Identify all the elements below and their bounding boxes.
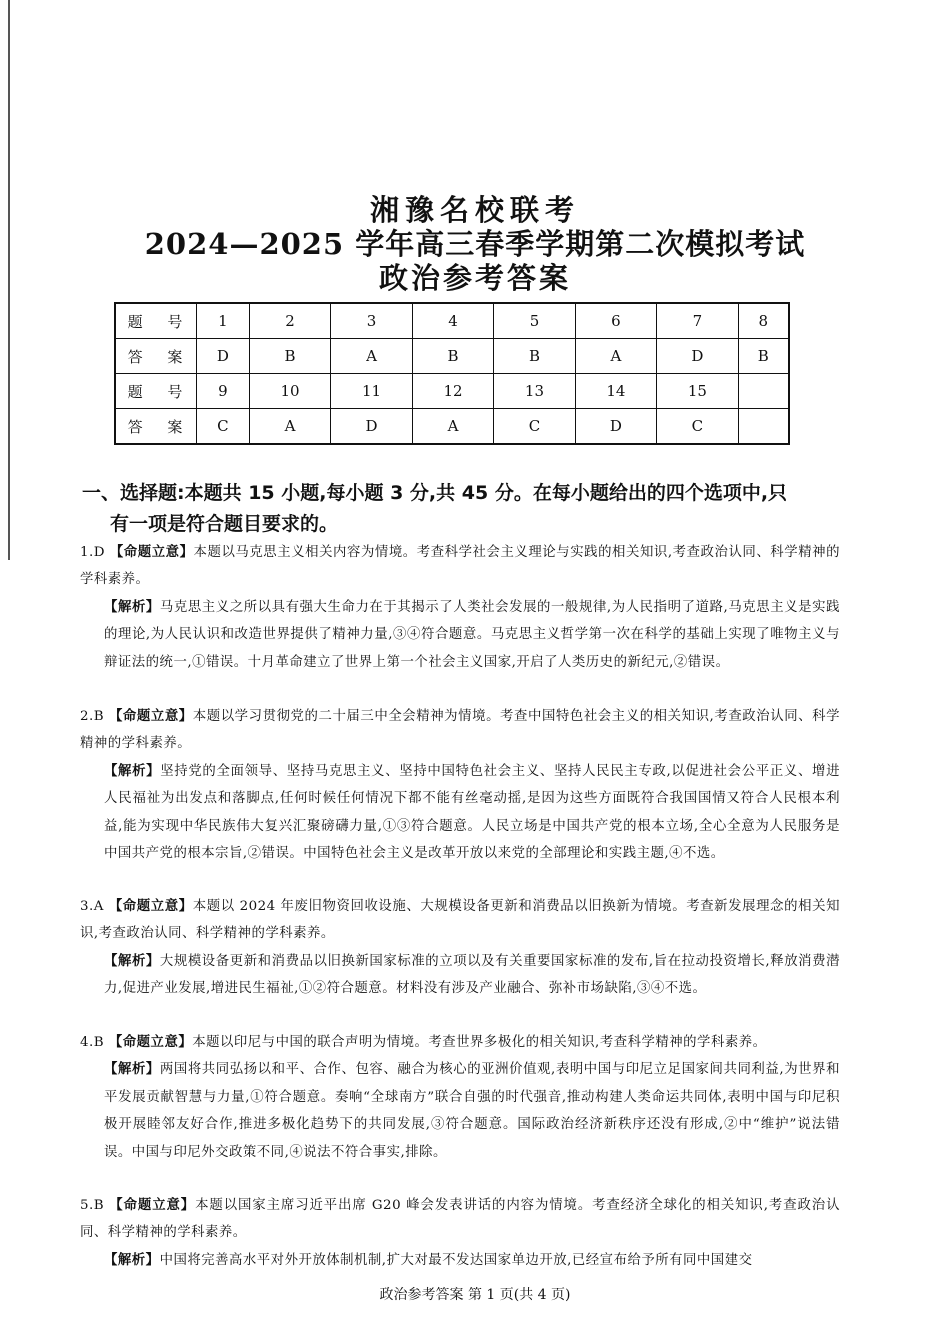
num-cell: 9 [197,374,250,409]
num-cell: 10 [249,374,330,409]
intent-tag: 【命题立意】 [108,898,193,914]
num-cell: 1 [197,303,250,339]
question-analysis: 两国将共同弘扬以和平、合作、包容、融合为核心的亚洲价值观,表明中国与印尼立足国家间共同利益,为世界和平发展贡献智慧与力量,①符合题意。奏响“全球南方”联合自强的时代强音,推动构建人类命运共同体,表明中国与印尼积极开展睦邻友好合作,推进多极化趋势下的共同发展,③符合题意。国际政治经济新秩序还没有形成,②中“维护”说法错误。中国与印尼外交政策不同,④说法不符合事实,排除。 [104,1062,841,1160]
ans-cell: D [575,409,656,445]
ans-cell: B [494,339,575,374]
question-intent: 本题以印尼与中国的联合声明为情境。考查世界多极化的相关知识,考查科学精神的学科素养。 [192,1035,767,1050]
answer-table [114,302,790,445]
label-num: 题 号 [115,303,197,339]
question-intent: 本题以国家主席习近平出席 G20 峰会发表讲话的内容为情境。考查经济全球化的相关知识,考查政治认同、科学精神的学科素养。 [80,1198,840,1241]
num-cell: 15 [657,374,738,409]
num-cell: 7 [657,303,738,339]
question-intent: 本题以 2024 年废旧物资回收设施、大规模设备更新和消费品以旧换新为情境。考查新发展理念的相关知识,考查政治认同、科学精神的学科素养。 [80,899,840,942]
num-cell: 11 [331,374,412,409]
section-heading-line2: 有一项是符合题目要求的。 [110,513,339,535]
num-cell: 14 [575,374,656,409]
question-number: 2.B [80,709,105,724]
ans-cell: A [249,409,330,445]
ans-cell: A [412,409,493,445]
section-heading-line1: 一、选择题:本题共 15 小题,每小题 3 分,共 45 分。在每小题给出的四个选项中,只 [82,482,788,504]
num-cell: 4 [412,303,493,339]
analysis-tag: 【解析】 [104,762,161,779]
table-row-ans-2 [115,409,789,445]
num-cell: 5 [494,303,575,339]
analysis-tag: 【解析】 [104,598,160,615]
ans-cell: A [575,339,656,374]
question-number: 3.A [80,899,104,914]
table-row-nums-1 [115,303,789,339]
question-analysis: 马克思主义之所以具有强大生命力在于其揭示了人类社会发展的一般规律,为人民指明了道路,马克思主义是实践的理论,为人民认识和改造世界提供了精神力量,③④符合题意。马克思主义哲学第一次在科学的基础上实现了唯物主义与辩证法的统一,①错误。十月革命建立了世界上第一个社会主义国家,开启了人类历史的新纪元,②错误。 [104,599,841,670]
exam-title: 2024—2025 学年高三春季学期第二次模拟考试 [144,227,806,261]
answer-key-title: 政治参考答案 [378,261,571,295]
question-2 [80,703,840,867]
num-cell: 3 [331,303,412,339]
num-cell: 12 [412,374,493,409]
question-number: 1.D [80,545,106,560]
num-cell: 6 [575,303,656,339]
page-footer: 政治参考答案 第 1 页(共 4 页) [379,1287,571,1303]
question-number: 5.B [80,1198,105,1213]
intent-tag: 【命题立意】 [108,708,193,724]
question-analysis: 坚持党的全面领导、坚持马克思主义、坚持中国特色社会主义、坚持人民民主专政,以促进社会公平正义、增进人民福祉为出发点和落脚点,任何时候任何情况下都不能有丝毫动摇,是因为这些方面既符合我国国情又符合人民根本利益,能为实现中华民族伟大复兴汇聚磅礴力量,①③符合题意。人民立场是中国共产党的根本立场,全心全意为人民服务是中国共产党的根本宗旨,②错误。中国特色社会主义是改革开放以来党的全部理论和实践主题,④不选。 [104,763,840,862]
ans-cell: B [738,339,789,374]
question-analysis: 大规模设备更新和消费品以旧换新国家标准的立项以及有关重要国家标准的发布,旨在拉动投资增长,释放消费潜力,促进产业发展,增进民生福祉,①②符合题意。材料没有涉及产业融合、弥补市场缺陷,③④不选。 [104,953,841,997]
table-row-nums-2 [115,374,789,409]
num-cell: 8 [738,303,789,339]
analysis-tag: 【解析】 [104,1061,160,1078]
table-row-ans-1 [115,339,789,374]
question-intent: 本题以学习贯彻党的二十届三中全会精神为情境。考查中国特色社会主义的相关知识,考查政治认同、科学精神的学科素养。 [80,709,841,752]
intent-tag: 【命题立意】 [109,544,194,560]
section-heading [82,478,842,540]
ans-cell: D [657,339,738,374]
question-3 [80,893,840,1003]
ans-cell: C [494,409,575,445]
question-5 [80,1192,840,1274]
ans-cell: C [657,409,738,445]
question-number: 4.B [80,1035,105,1050]
num-cell: 2 [249,303,330,339]
exam-alliance-title: 湘豫名校联考 [369,193,580,227]
intent-tag: 【命题立意】 [109,1197,196,1213]
label-num: 题 号 [115,374,197,409]
question-4 [80,1029,840,1166]
question-intent: 本题以马克思主义相关内容为情境。考查科学社会主义理论与实践的相关知识,考查政治认同、科学精神的学科素养。 [80,545,840,588]
ans-cell: B [412,339,493,374]
ans-cell: D [197,339,250,374]
num-cell: 13 [494,374,575,409]
ans-cell: B [249,339,330,374]
label-ans: 答 案 [115,409,197,445]
ans-cell: A [331,339,412,374]
ans-cell [738,409,789,445]
label-ans: 答 案 [115,339,197,374]
analysis-tag: 【解析】 [104,1251,160,1268]
intent-tag: 【命题立意】 [108,1034,193,1050]
ans-cell: D [331,409,412,445]
ans-cell: C [197,409,250,445]
analysis-tag: 【解析】 [104,952,160,969]
question-1 [80,539,840,676]
num-cell [738,374,789,409]
question-analysis: 中国将完善高水平对外开放体制机制,扩大对最不发达国家单边开放,已经宣布给予所有同中国建交 [159,1252,753,1268]
